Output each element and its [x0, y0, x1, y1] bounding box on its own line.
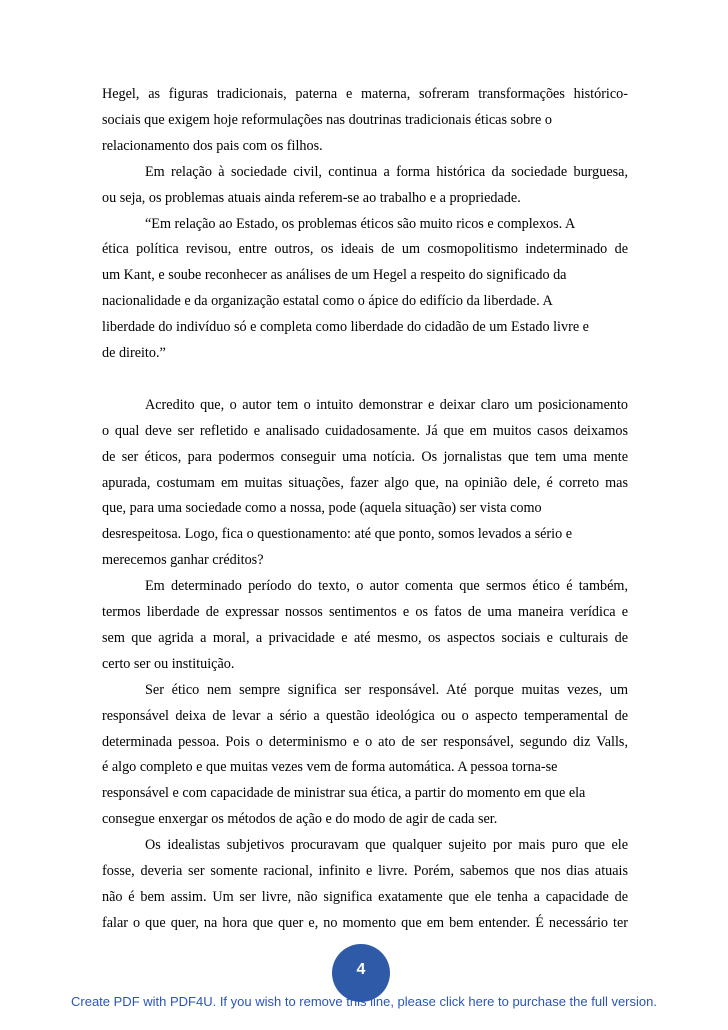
pdf4u-footer-link[interactable]: Create PDF with PDF4U. If you wish to remove this line, please click here to purchase the full version. [71, 994, 657, 1009]
text-line: responsável deixa de levar a sério a questão ideológica ou o aspecto temperamental de [102, 707, 628, 724]
text-line: Em relação à sociedade civil, continua a forma histórica da sociedade burguesa, [145, 163, 628, 180]
text-line: é algo completo e que muitas vezes vem de forma automática. A pessoa torna-se [102, 759, 558, 776]
text-line: um Kant, e soube reconhecer as análises de um Hegel a respeito do significado da [102, 267, 567, 284]
text-line: termos liberdade de expressar nossos sentimentos e os fatos de uma maneira verídica e [102, 604, 628, 620]
text-line: responsável e com capacidade de ministrar sua ética, a partir do momento em que ela [102, 785, 586, 802]
text-line: Hegel, as figuras tradicionais, paterna e materna, sofreram transformações histórico- [102, 86, 628, 102]
text-line: relacionamento dos pais com os filhos. [102, 137, 323, 154]
text-line: Ser ético nem sempre significa ser responsável. Até porque muitas vezes, um [145, 681, 628, 698]
text-line: de ser éticos, para podermos conseguir uma notícia. Os jornalistas que tem uma mente [102, 448, 628, 465]
text-line: Em determinado período do texto, o autor comenta que sermos ético é também, [145, 578, 628, 595]
text-line: de direito.” [102, 345, 166, 361]
blank-line [102, 369, 628, 389]
text-line: nacionalidade e da organização estatal como o ápice do edifício da liberdade. A [102, 293, 553, 310]
text-line: merecemos ganhar créditos? [102, 552, 264, 569]
text-line: apurada, costumam em muitas situações, fazer algo que, na opinião dele, é correto mas [102, 474, 628, 491]
text-line: o qual deve ser refletido e analisado cuidadosamente. Já que em muitos casos deixamos [102, 422, 628, 439]
text-line: ou seja, os problemas atuais ainda referem-se ao trabalho e a propriedade. [102, 189, 521, 206]
text-line: desrespeitosa. Logo, fica o questionamento: até que ponto, somos levados a sério e [102, 526, 573, 543]
text-line: fosse, deveria ser somente racional, infinito e livre. Porém, sabemos que nos dias atuais [102, 863, 628, 879]
text-line: Acredito que, o autor tem o intuito demonstrar e deixar claro um posicionamento [145, 396, 628, 413]
text-line: ética política revisou, entre outros, os ideais de um cosmopolitismo indeterminado de [102, 241, 628, 258]
text-line: determinada pessoa. Pois o determinismo e o ato de ser responsável, segundo diz Valls, [102, 733, 628, 750]
text-line: liberdade do indivíduo só e completa como liberdade do cidadão de um Estado livre e [102, 319, 589, 336]
text-line: não é bem assim. Um ser livre, não significa exatamente que ele tenha a capacidade de [102, 888, 628, 905]
text-line: “Em relação ao Estado, os problemas éticos são muito ricos e complexos. A [145, 215, 576, 232]
text-line: que, para uma sociedade como a nossa, pode (aquela situação) ser vista como [102, 500, 542, 517]
text-line: sem que agrida a moral, a privacidade e até mesmo, os aspectos sociais e culturais de [102, 629, 628, 646]
page-number: 4 [356, 961, 366, 978]
text-line: falar o que quer, na hora que quer e, no momento que em bem entender. É necessário ter [102, 914, 628, 931]
text-line: sociais que exigem hoje reformulações nas doutrinas tradicionais éticas sobre o [102, 111, 552, 128]
text-line: certo ser ou instituição. [102, 655, 235, 672]
text-line: consegue enxergar os métodos de ação e do modo de agir de cada ser. [102, 811, 498, 828]
text-line: Os idealistas subjetivos procuravam que qualquer sujeito por mais puro que ele [145, 837, 628, 854]
